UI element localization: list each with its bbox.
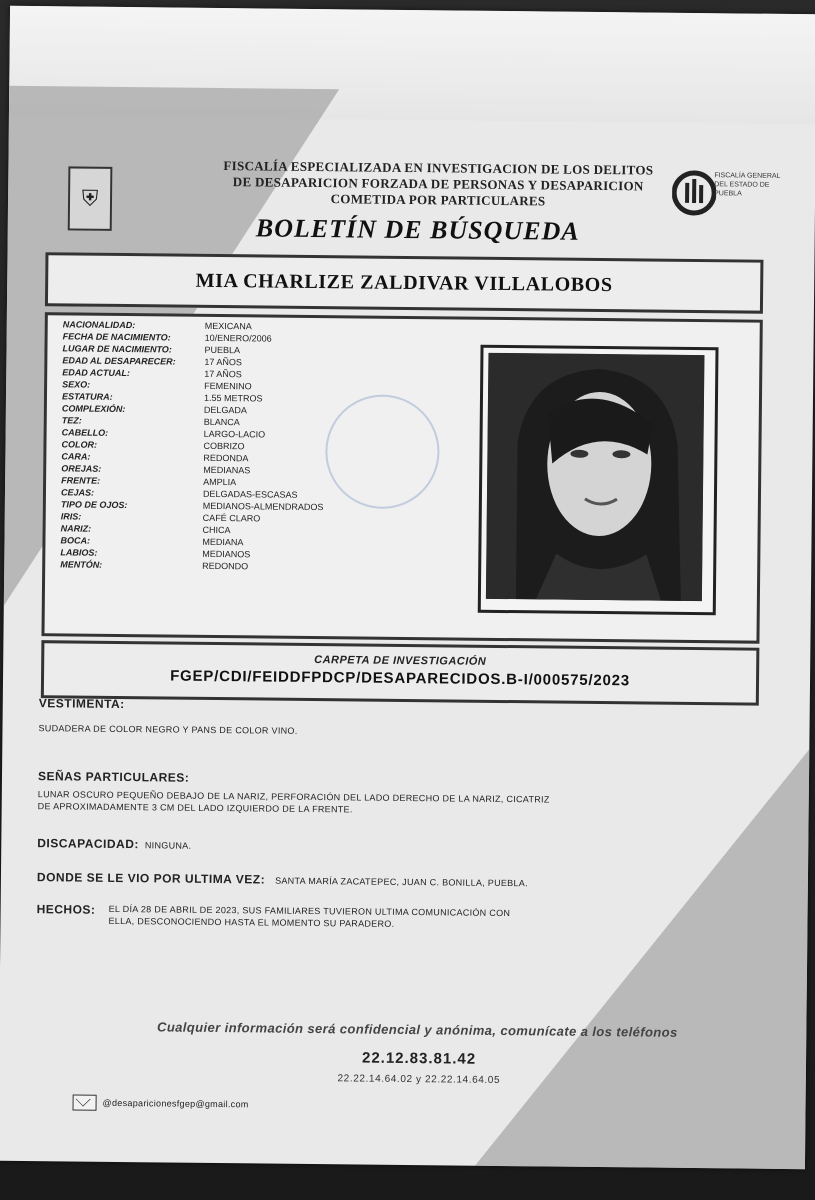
- attr-value: FEMENINO: [204, 380, 252, 392]
- page-title: BOLETÍN DE BÚSQUEDA: [255, 213, 580, 246]
- attr-label: COLOR:: [61, 439, 98, 450]
- last-seen-row: [37, 870, 528, 889]
- attr-value: 1.55 METROS: [203, 392, 263, 404]
- attr-value: CHICA: [202, 524, 231, 536]
- attr-label: OREJAS:: [61, 463, 102, 474]
- attr-value: MEDIANAS: [203, 464, 251, 476]
- attr-value: MEDIANA: [202, 536, 244, 548]
- marks-text-2: DE APROXIMADAMENTE 3 CM DEL LADO IZQUIERDO DE LA FRENTE.: [37, 801, 353, 815]
- email-address: @desaparicionesfgep@gmail.com: [102, 1097, 249, 1110]
- attr-value: MEDIANOS-ALMENDRADOS: [202, 500, 324, 513]
- attr-label: IRIS:: [60, 511, 82, 522]
- attr-value: MEXICANA: [204, 320, 252, 332]
- last-seen-value: SANTA MARÍA ZACATEPEC, JUAN C. BONILLA, PUEBLA.: [275, 875, 528, 889]
- attr-label: CARA:: [61, 451, 91, 462]
- attr-label: NARIZ:: [60, 523, 92, 534]
- clothing-label: VESTIMENTA:: [38, 696, 125, 712]
- attr-value: CAFÉ CLARO: [202, 512, 261, 524]
- case-file-number: FGEP/CDI/FEIDDFPDCP/DESAPARECIDOS.B-I/000575/2023: [170, 667, 631, 690]
- coat-of-arms-icon: ⛨: [68, 166, 113, 230]
- clothing-text: SUDADERA DE COLOR NEGRO Y PANS DE COLOR VINO.: [38, 723, 298, 736]
- attr-label: FRENTE:: [61, 475, 101, 486]
- agency-line-1: FISCALÍA ESPECIALIZADA EN INVESTIGACION DE LOS DELITOS: [223, 158, 654, 178]
- attr-value: PUEBLA: [204, 344, 241, 356]
- attr-value: AMPLIA: [203, 476, 237, 488]
- envelope-icon: [73, 1095, 97, 1111]
- attr-value: 17 AÑOS: [204, 356, 242, 368]
- attr-value: COBRIZO: [203, 440, 245, 452]
- attr-label: LABIOS:: [60, 547, 98, 558]
- attr-value: DELGADA: [203, 404, 247, 416]
- attribute-labels: [60, 318, 198, 571]
- decor-shade-bottom-right: [475, 746, 809, 1169]
- attr-value: REDONDO: [202, 560, 249, 572]
- attr-value: DELGADAS-ESCASAS: [202, 488, 298, 500]
- person-photo: [486, 353, 705, 601]
- attr-label: EDAD ACTUAL:: [62, 367, 130, 379]
- name-banner: [45, 252, 764, 314]
- person-name: MIA CHARLIZE ZALDIVAR VILLALOBOS: [195, 269, 613, 296]
- attr-label: BOCA:: [60, 535, 91, 546]
- official-stamp: [325, 394, 440, 509]
- attr-label: ESTATURA:: [61, 391, 113, 402]
- attr-label: CEJAS:: [60, 487, 95, 498]
- attr-value: 10/ENERO/2006: [204, 332, 272, 344]
- attr-value: REDONDA: [203, 452, 249, 464]
- disability-row: [37, 836, 191, 852]
- contact-message: Cualquier información será confidencial y anónima, comunícate a los teléfonos: [157, 1019, 678, 1040]
- attr-label: LUGAR DE NACIMIENTO:: [62, 343, 172, 355]
- facts-text-1: EL DÍA 28 DE ABRIL DE 2023, SUS FAMILIARES TUVIERON ULTIMA COMUNICACIÓN CON: [108, 903, 511, 919]
- marks-text-1: LUNAR OSCURO PEQUEÑO DEBAJO DE LA NARIZ, PERFORACIÓN DEL LADO DERECHO DE LA NARIZ, CICATRIZ: [37, 789, 550, 805]
- attr-label: FECHA DE NACIMIENTO:: [62, 331, 171, 343]
- attr-label: TIPO DE OJOS:: [60, 499, 128, 511]
- attr-label: CABELLO:: [61, 427, 109, 438]
- disability-value: NINGUNA.: [144, 840, 192, 851]
- agency-line-2: DE DESAPARICION FORZADA DE PERSONAS Y DESAPARICION: [232, 174, 644, 194]
- bulletin-page: [0, 6, 815, 1169]
- facts-text-2: ELLA, DESCONOCIENDO HASTA EL MOMENTO SU PARADERO.: [108, 915, 395, 929]
- phone-alt: 22.22.14.64.02 y 22.22.14.64.05: [337, 1073, 501, 1086]
- phone-main: 22.12.83.81.42: [361, 1049, 477, 1068]
- attr-label: SEXO:: [62, 379, 91, 390]
- agency-header: [188, 158, 688, 211]
- attr-value: 17 AÑOS: [204, 368, 242, 380]
- attr-label: TEZ:: [61, 415, 82, 426]
- attr-label: EDAD AL DESAPARECER:: [62, 355, 176, 367]
- attr-value: LARGO-LACIO: [203, 428, 266, 440]
- logo-caption: FISCALÍA GENERAL DEL ESTADO DE PUEBLA: [714, 172, 781, 198]
- disability-label: DISCAPACIDAD:: [37, 836, 139, 852]
- attr-label: NACIONALIDAD:: [62, 319, 136, 331]
- attr-value: BLANCA: [203, 416, 240, 428]
- attr-label: COMPLEXIÓN:: [61, 403, 126, 415]
- attr-value: MEDIANOS: [202, 548, 251, 560]
- marks-label: SEÑAS PARTICULARES:: [37, 769, 190, 785]
- last-seen-label: DONDE SE LE VIO POR ULTIMA VEZ:: [36, 870, 266, 887]
- facts-label: HECHOS:: [36, 902, 96, 917]
- attr-label: MENTÓN:: [60, 559, 103, 570]
- fiscalia-logo-icon: [672, 163, 717, 223]
- case-file-box: [41, 640, 760, 706]
- agency-line-3: COMETIDA POR PARTICULARES: [330, 191, 546, 209]
- case-file-label: CARPETA DE INVESTIGACIÓN: [314, 654, 487, 668]
- email-row: [73, 1095, 249, 1113]
